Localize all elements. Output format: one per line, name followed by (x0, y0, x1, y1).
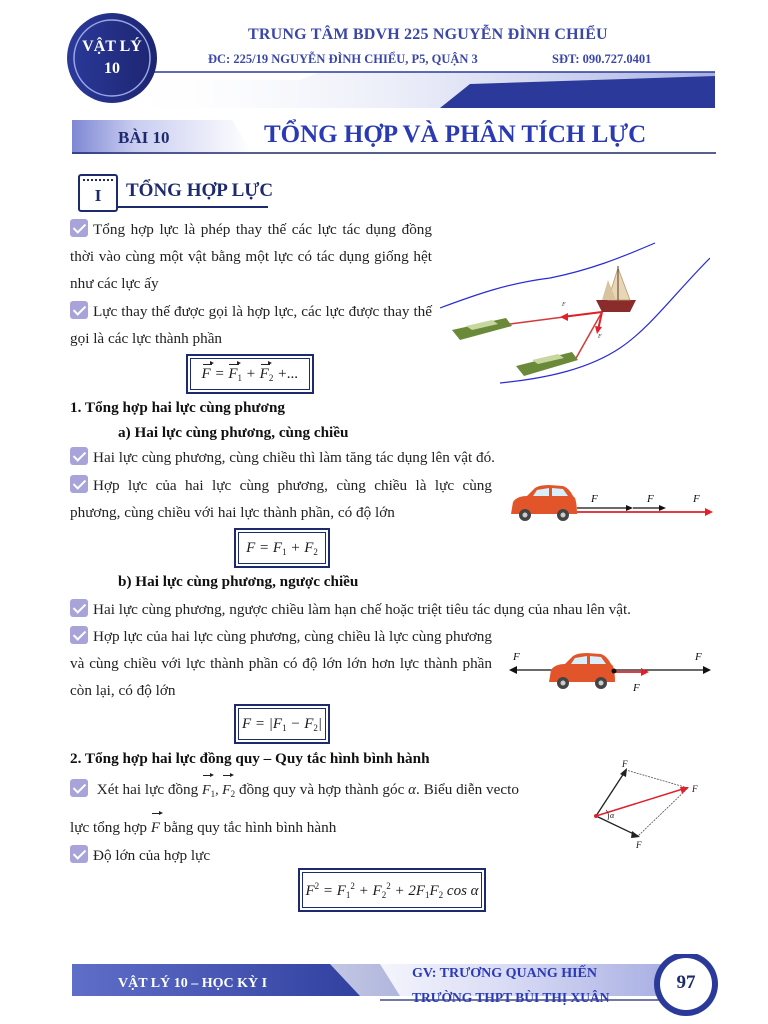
footer-decoration (0, 954, 768, 1024)
part2-paragraph-2: Độ lớn của hợp lực (70, 842, 590, 869)
part1-sub-a: a) Hai lực cùng phương, cùng chiều (118, 424, 349, 441)
part1b-paragraph-2: Hợp lực của hai lực cùng phương, cùng chiều là lực cùng phương và cùng chiều với lực thành phần có độ lớn lớn hơn lực thành phần còn lại, có độ lớn (70, 628, 492, 699)
lesson-number: BÀI 10 (118, 128, 170, 147)
checkbox-icon (70, 447, 88, 465)
section-title: TỔNG HỢP LỰC (126, 180, 274, 201)
part1a-paragraph-1: Hai lực cùng phương, cùng chiều thì làm tăng tác dụng lên vật đó. (70, 444, 710, 471)
footer-teacher: GV: TRƯƠNG QUANG HIẾN (412, 966, 598, 981)
intro-paragraph-2: Lực thay thế được gọi là hợp lực, các lực được thay thế gọi là các lực thành phần (70, 303, 432, 347)
formula-main: $F = F_1 + F_2$ +... (201, 365, 299, 383)
page-number: 97 (676, 972, 696, 993)
lesson-title: TỔNG HỢP VÀ PHÂN TÍCH LỰC (264, 121, 647, 148)
svg-text:F: F (647, 493, 654, 505)
part2-paragraph-1-line2: lực tổng hợp F bằng quy tắc hình bình hành (70, 814, 590, 842)
section-header (78, 174, 278, 212)
formula-b: $F = |F_1 - F_2|$ (242, 715, 322, 733)
alpha-label: α (610, 811, 615, 820)
alpha-symbol: α (408, 782, 417, 798)
center-address: ĐC: 225/19 NGUYỄN ĐÌNH CHIỂU, P5, QUẬN 3 (208, 52, 478, 66)
checkbox-icon (70, 845, 88, 863)
section-roman-box (78, 174, 118, 212)
checkbox-icon (70, 626, 88, 644)
car-forces-figure-b (505, 644, 715, 694)
svg-text:F: F (591, 493, 598, 505)
formula-box-a (234, 528, 330, 568)
checkbox-icon (70, 779, 88, 797)
checkbox-icon (70, 219, 88, 237)
parallelogram-figure (588, 758, 718, 853)
center-name: TRUNG TÂM BDVH 225 NGUYỄN ĐÌNH CHIỂU (248, 26, 608, 43)
checkbox-icon (70, 599, 88, 617)
formula-a: $F = F_1 + F_2$ (246, 539, 318, 557)
part1b-paragraph-1: Hai lực cùng phương, ngược chiều làm hạn chế hoặc triệt tiêu tác dụng của nhau lên vật. (70, 596, 710, 623)
header-band (0, 0, 768, 110)
checkbox-icon (70, 301, 88, 319)
svg-text:F: F (692, 784, 698, 794)
part1a-paragraph-2: Hợp lực của hai lực cùng phương, cùng chiều là lực cùng phương, cùng chiều với hai lực thành phần, có độ lớn (70, 477, 492, 521)
intro-paragraph-1: Tổng hợp lực là phép thay thế các lực tác dụng đồng thời vào cùng một vật bằng một lực có tác dụng giống hệt như các lực ấy (70, 221, 432, 292)
svg-text:F: F (622, 759, 628, 769)
part2-heading: 2. Tổng hợp hai lực đồng quy – Quy tắc hình bình hành (70, 750, 430, 767)
formula-box-parallelogram (298, 868, 486, 912)
formula-box-b (234, 704, 330, 744)
part1-heading: 1. Tổng hợp hai lực cùng phương (70, 399, 285, 416)
center-phone: SĐT: 090.727.0401 (552, 52, 652, 66)
vectors-f1-f2: $F_1$, $F_2$ (202, 777, 235, 808)
part2-paragraph-1: Xét hai lực đồng $F_1$, $F_2$ đồng quy và hợp thành góc α. Biểu diễn vecto (70, 776, 590, 808)
footer-left: VẬT LÝ 10 – HỌC KỲ I (118, 976, 268, 991)
car-forces-figure-a (505, 480, 715, 530)
formula-box-main (186, 354, 314, 394)
checkbox-icon (70, 475, 88, 493)
svg-text:F: F (636, 840, 642, 850)
svg-text:F: F (513, 651, 520, 663)
subject-badge-line2: 10 (104, 60, 120, 77)
formula-parallelogram: $F^2 = F_1^2 + F_2^2 + 2F_1F_2$ cos α (305, 880, 479, 900)
lesson-bar (72, 120, 716, 154)
svg-text:F: F (695, 651, 702, 663)
part1-sub-b: b) Hai lực cùng phương, ngược chiều (118, 573, 359, 590)
vector-f: F (151, 815, 160, 842)
svg-text:F: F (562, 302, 566, 308)
svg-text:F: F (598, 334, 602, 340)
svg-text:F: F (633, 682, 640, 694)
boats-figure (440, 238, 710, 388)
section-roman: I (94, 186, 102, 205)
footer-school: TRƯỜNG THPT BÙI THỊ XUÂN (412, 990, 610, 1005)
subject-badge-line1: VẬT LÝ (82, 38, 142, 55)
svg-text:F: F (693, 493, 700, 505)
